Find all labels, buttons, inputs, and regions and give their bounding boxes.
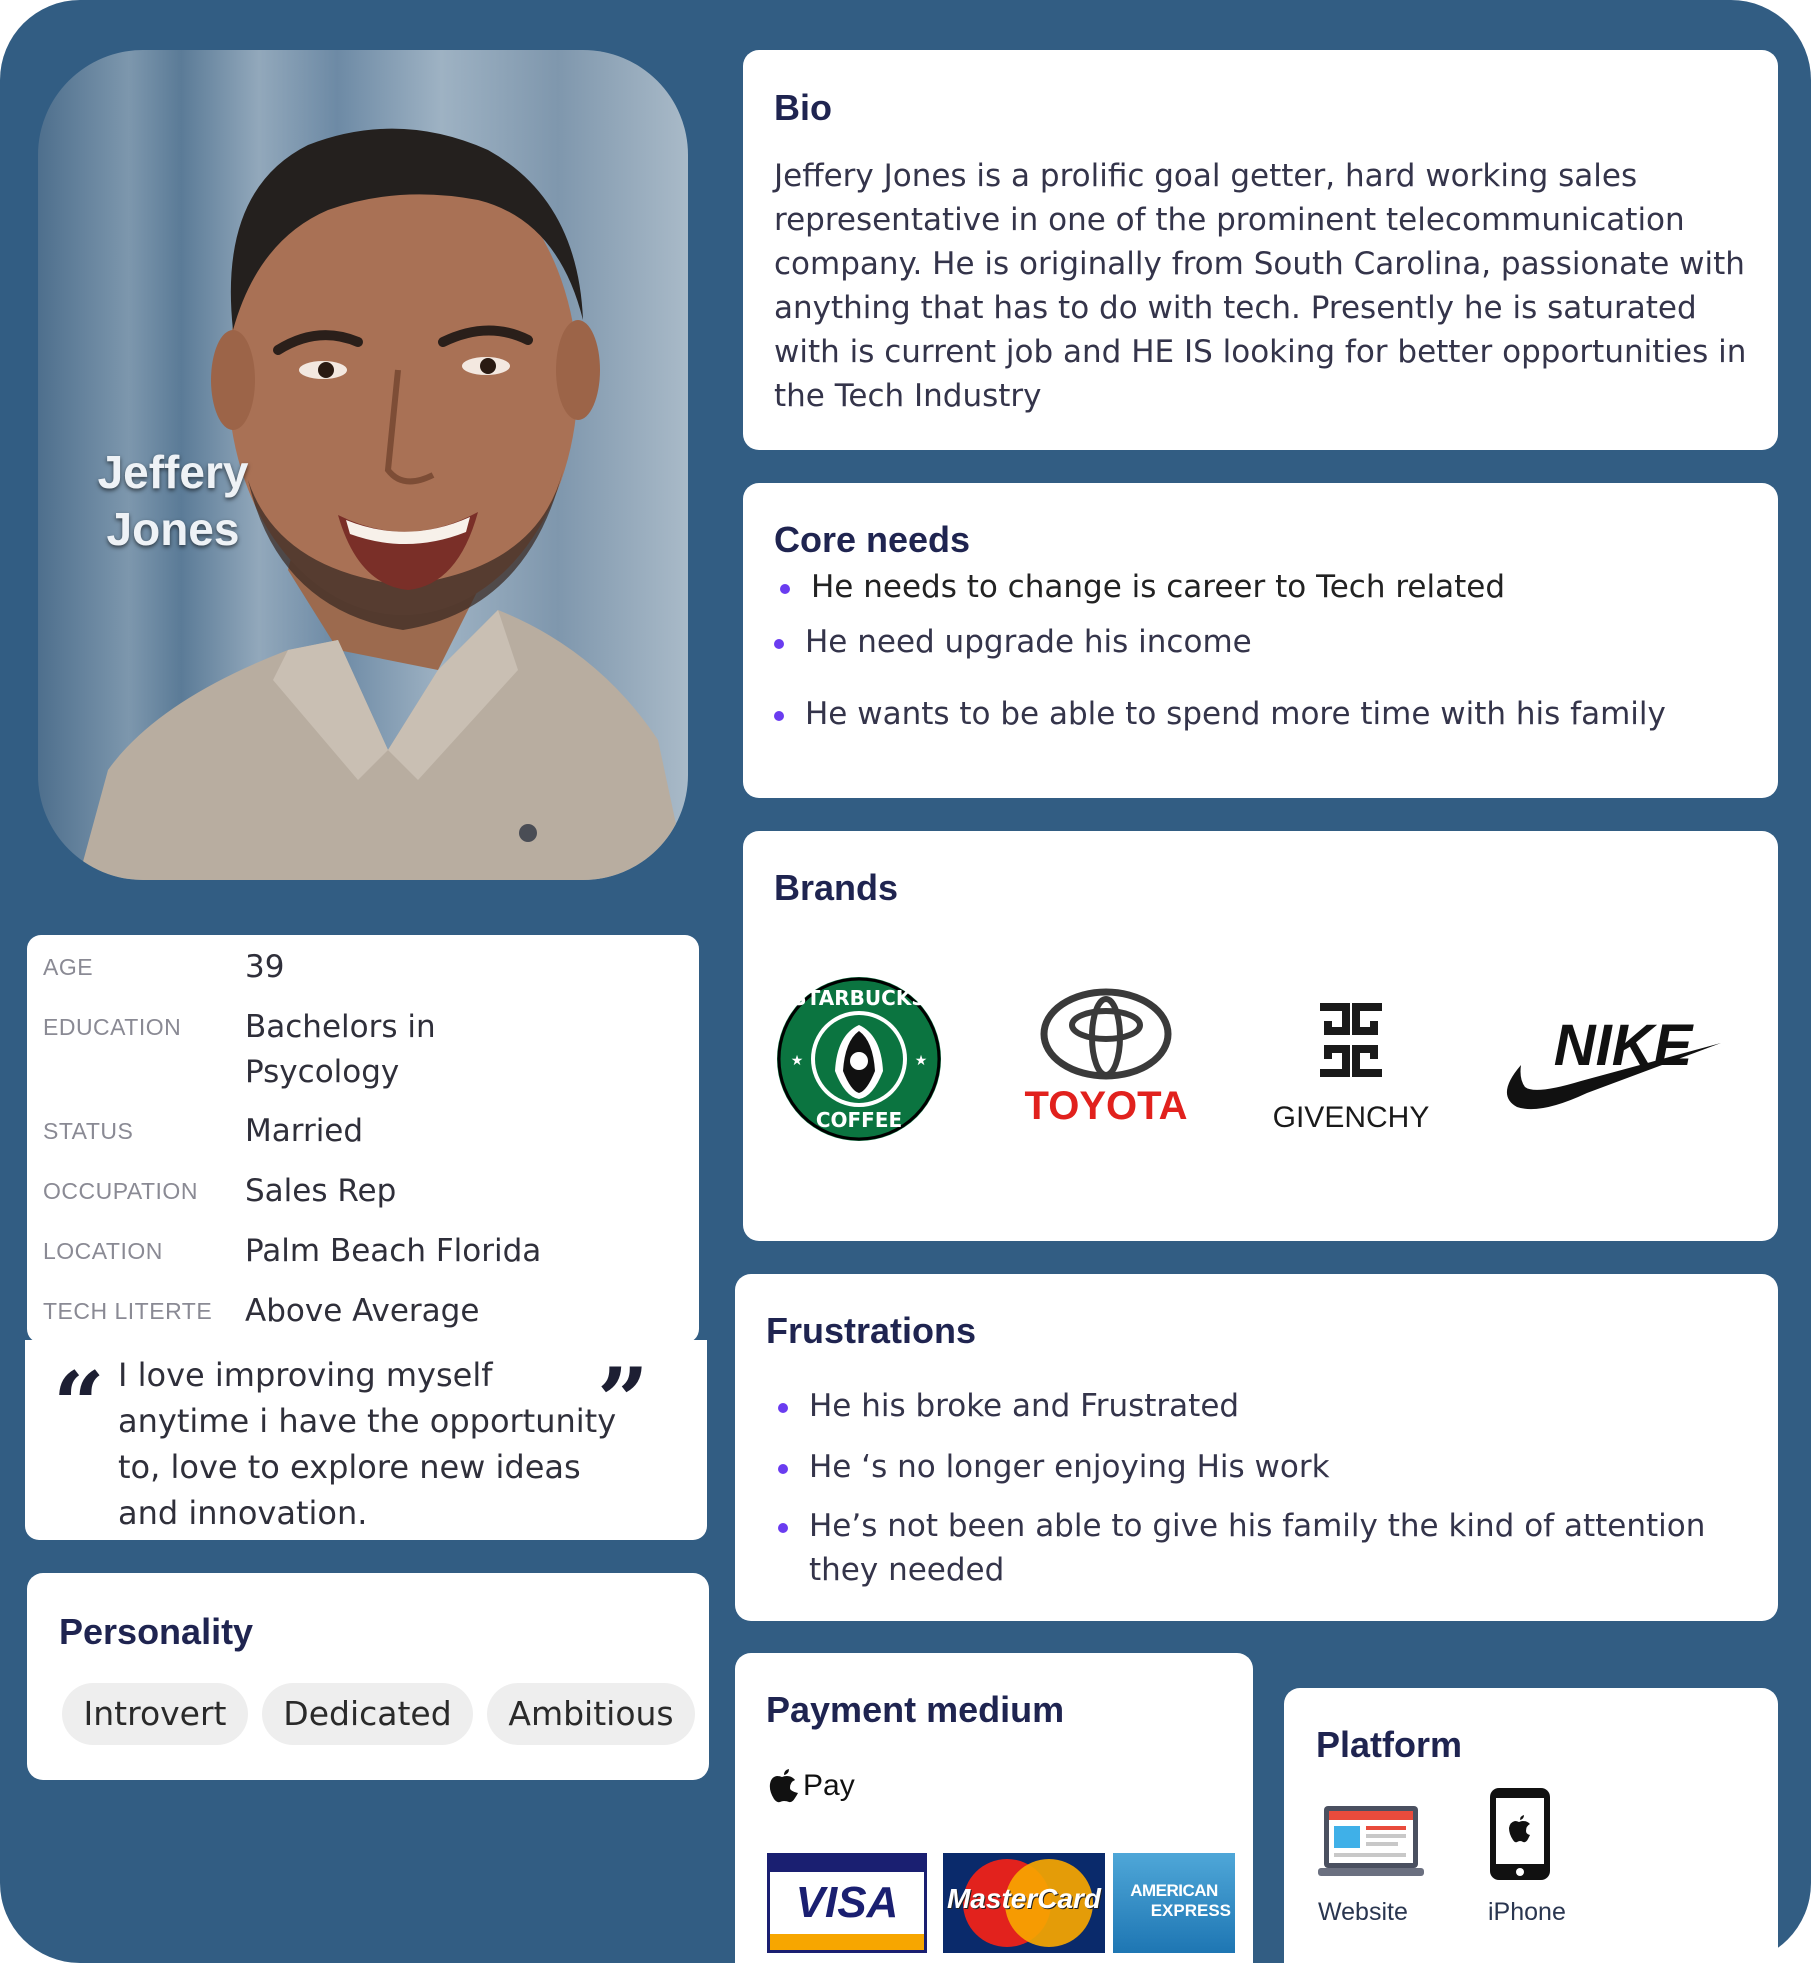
mastercard-wordmark: MasterCard [946,1883,1102,1914]
frustrations-title: Frustrations [766,1310,977,1351]
demo-value: Above Average [245,1293,480,1329]
payment-card [735,1653,1253,1963]
platform-label-iphone: iPhone [1488,1898,1566,1926]
quote-text: I love improving myself anytime i have the opportunity to, love to explore new ideas and innovation. [118,1356,617,1532]
personality-card [27,1573,709,1780]
demo-value: Palm Beach Florida [245,1233,542,1269]
core-needs-title: Core needs [774,519,971,560]
website-icon [1318,1804,1424,1882]
starbucks-wordmark: STARBUCKS [792,986,926,1010]
brands-card [743,831,1778,1241]
core-need-item: He needs to change is career to Tech related [811,565,1505,609]
open-quote-icon: “ [53,1352,105,1458]
apple-pay-text: Pay [803,1769,855,1802]
brands-title: Brands [774,867,899,908]
nike-logo [1495,1007,1725,1117]
apple-icon [767,1769,801,1805]
demo-label: LOCATION [43,1238,163,1264]
demo-label: AGE [43,954,94,980]
close-quote-icon: ” [597,1348,649,1454]
demographics-card [27,935,699,1343]
amex-card [1113,1853,1235,1953]
givenchy-logo [1266,997,1436,1137]
toyota-wordmark: TOYOTA [1024,1084,1188,1128]
demo-value: 39 [245,949,285,985]
bio-title: Bio [774,87,832,128]
demo-label: OCCUPATION [43,1178,198,1204]
frustration-item: He’s not been able to give his family the kind of attention they needed [809,1504,1759,1592]
visa-wordmark: VISA [795,1878,899,1927]
demo-label: EDUCATION [43,1014,182,1040]
platform-card [1284,1688,1778,1963]
demo-label: TECH LITERTE [43,1298,213,1324]
core-needs-card [743,483,1778,798]
trait-chip: Dedicated [262,1683,473,1745]
persona-first-name: Jeffery [97,446,249,498]
quote-card [25,1340,707,1540]
profile-photo [38,50,688,880]
demo-value: Sales Rep [245,1173,397,1209]
frustration-item: He his broke and Frustrated [809,1384,1239,1428]
svg-text:★: ★ [914,1053,928,1069]
demo-value: Married [245,1113,364,1149]
platform-title: Platform [1316,1724,1463,1765]
nike-wordmark: NIKE [1553,1013,1693,1078]
amex-line2: EXPRESS [1150,1901,1231,1920]
core-need-item: He wants to be able to spend more time with his family [805,692,1666,736]
starbucks-logo [775,975,943,1143]
demo-value: Bachelors in Psycology [245,1009,436,1090]
trait-chip: Ambitious [487,1683,695,1745]
platform-label-website: Website [1318,1898,1408,1926]
svg-text:★: ★ [790,1053,804,1069]
payment-title: Payment medium [766,1689,1065,1730]
core-need-item: He need upgrade his income [805,620,1252,664]
frustrations-card [735,1274,1778,1621]
personality-title: Personality [59,1611,254,1652]
starbucks-coffee-text: COFFEE [815,1108,903,1132]
visa-card [767,1853,927,1953]
toyota-logo [1011,979,1201,1139]
mastercard-card [943,1853,1105,1953]
iphone-icon [1488,1786,1552,1882]
givenchy-wordmark: GIVENCHY [1272,1101,1430,1134]
frustration-item: He ‘s no longer enjoying His work [809,1445,1330,1489]
trait-chip: Introvert [62,1683,248,1745]
bio-text: Jeffery Jones is a prolific goal getter, hard working sales representative in one of the prominent telecommunication company. He is originally from South Carolina, passionate with anything that has to do with tech. Presently he is saturated with is current job and HE IS looking for better opportunities in the Tech Industry [774,158,1747,414]
demo-label: STATUS [43,1118,134,1144]
persona-last-name: Jones [106,503,240,555]
bio-card [743,50,1778,450]
amex-line1: AMERICAN [1130,1881,1218,1900]
